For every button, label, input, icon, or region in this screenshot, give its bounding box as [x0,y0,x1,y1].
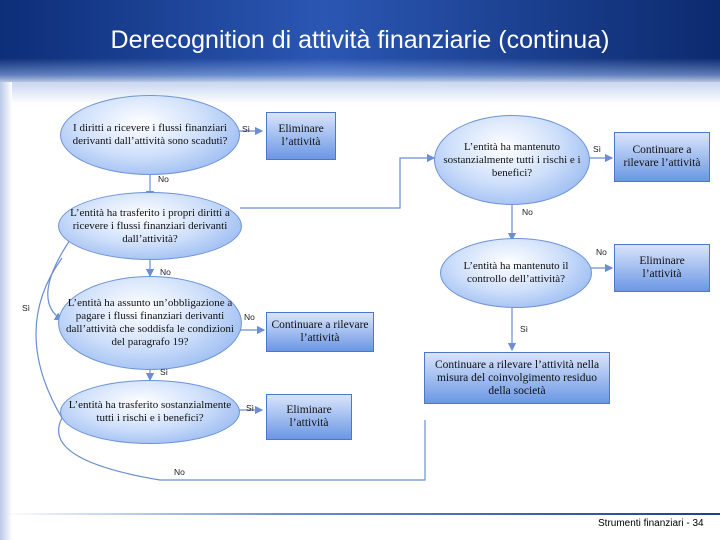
label-q1-yes: Sì [242,124,251,134]
page-title: Derecognition di attività finanziarie (continua) [110,26,610,54]
question-obligation-assumed: L’entità ha assunto un’obbligazione a pagare i flussi finanziari derivanti dall’attività che soddisfa le condizioni del paragrafo 19? [58,276,242,370]
question-rights-transferred: L’entità ha trasferito i propri diritti a ricevere i flussi finanziari derivanti dall’attività? [58,192,242,260]
footer-rule [0,513,720,515]
edge-q2-q5 [240,158,434,208]
label-q4-yes: Sì [246,403,255,413]
label-q4-no: No [174,467,185,477]
label-q3-yes: Sì [160,367,169,377]
result-continue-recognize-2: Continuare a rilevare l’attività [614,132,710,182]
question-rights-expired: I diritti a ricevere i flussi finanziari derivanti dall’attività sono scaduti? [60,95,240,175]
label-q5-yes: Sì [593,144,602,154]
result-continuing-involvement: Continuare a rilevare l’attività nella misura del coinvolgimento residuo della società [424,352,610,404]
label-q2-no: No [160,267,171,277]
label-q6-yes: Sì [520,324,529,334]
result-derecognize-2: Eliminare l’attività [266,394,352,440]
question-risks-retained: L’entità ha mantenuto sostanzialmente tutti i rischi e i benefici? [434,115,590,205]
result-derecognize-1: Eliminare l’attività [266,112,336,160]
question-control-retained: L’entità ha mantenuto il controllo dell’attività? [440,238,592,308]
question-risks-transferred: L’entità ha trasferito sostanzialmente tutti i rischi e i benefici? [60,380,240,444]
label-q5-no: No [522,207,533,217]
result-continue-recognize-1: Continuare a rilevare l’attività [266,312,374,352]
label-q6-no: No [596,247,607,257]
result-derecognize-3: Eliminare l’attività [614,244,710,292]
slide-footer: Strumenti finanziari - 34 [598,518,704,529]
label-q1-no: No [158,174,169,184]
label-q3-no: No [244,312,255,322]
label-q2-yes: Sì [22,303,31,313]
